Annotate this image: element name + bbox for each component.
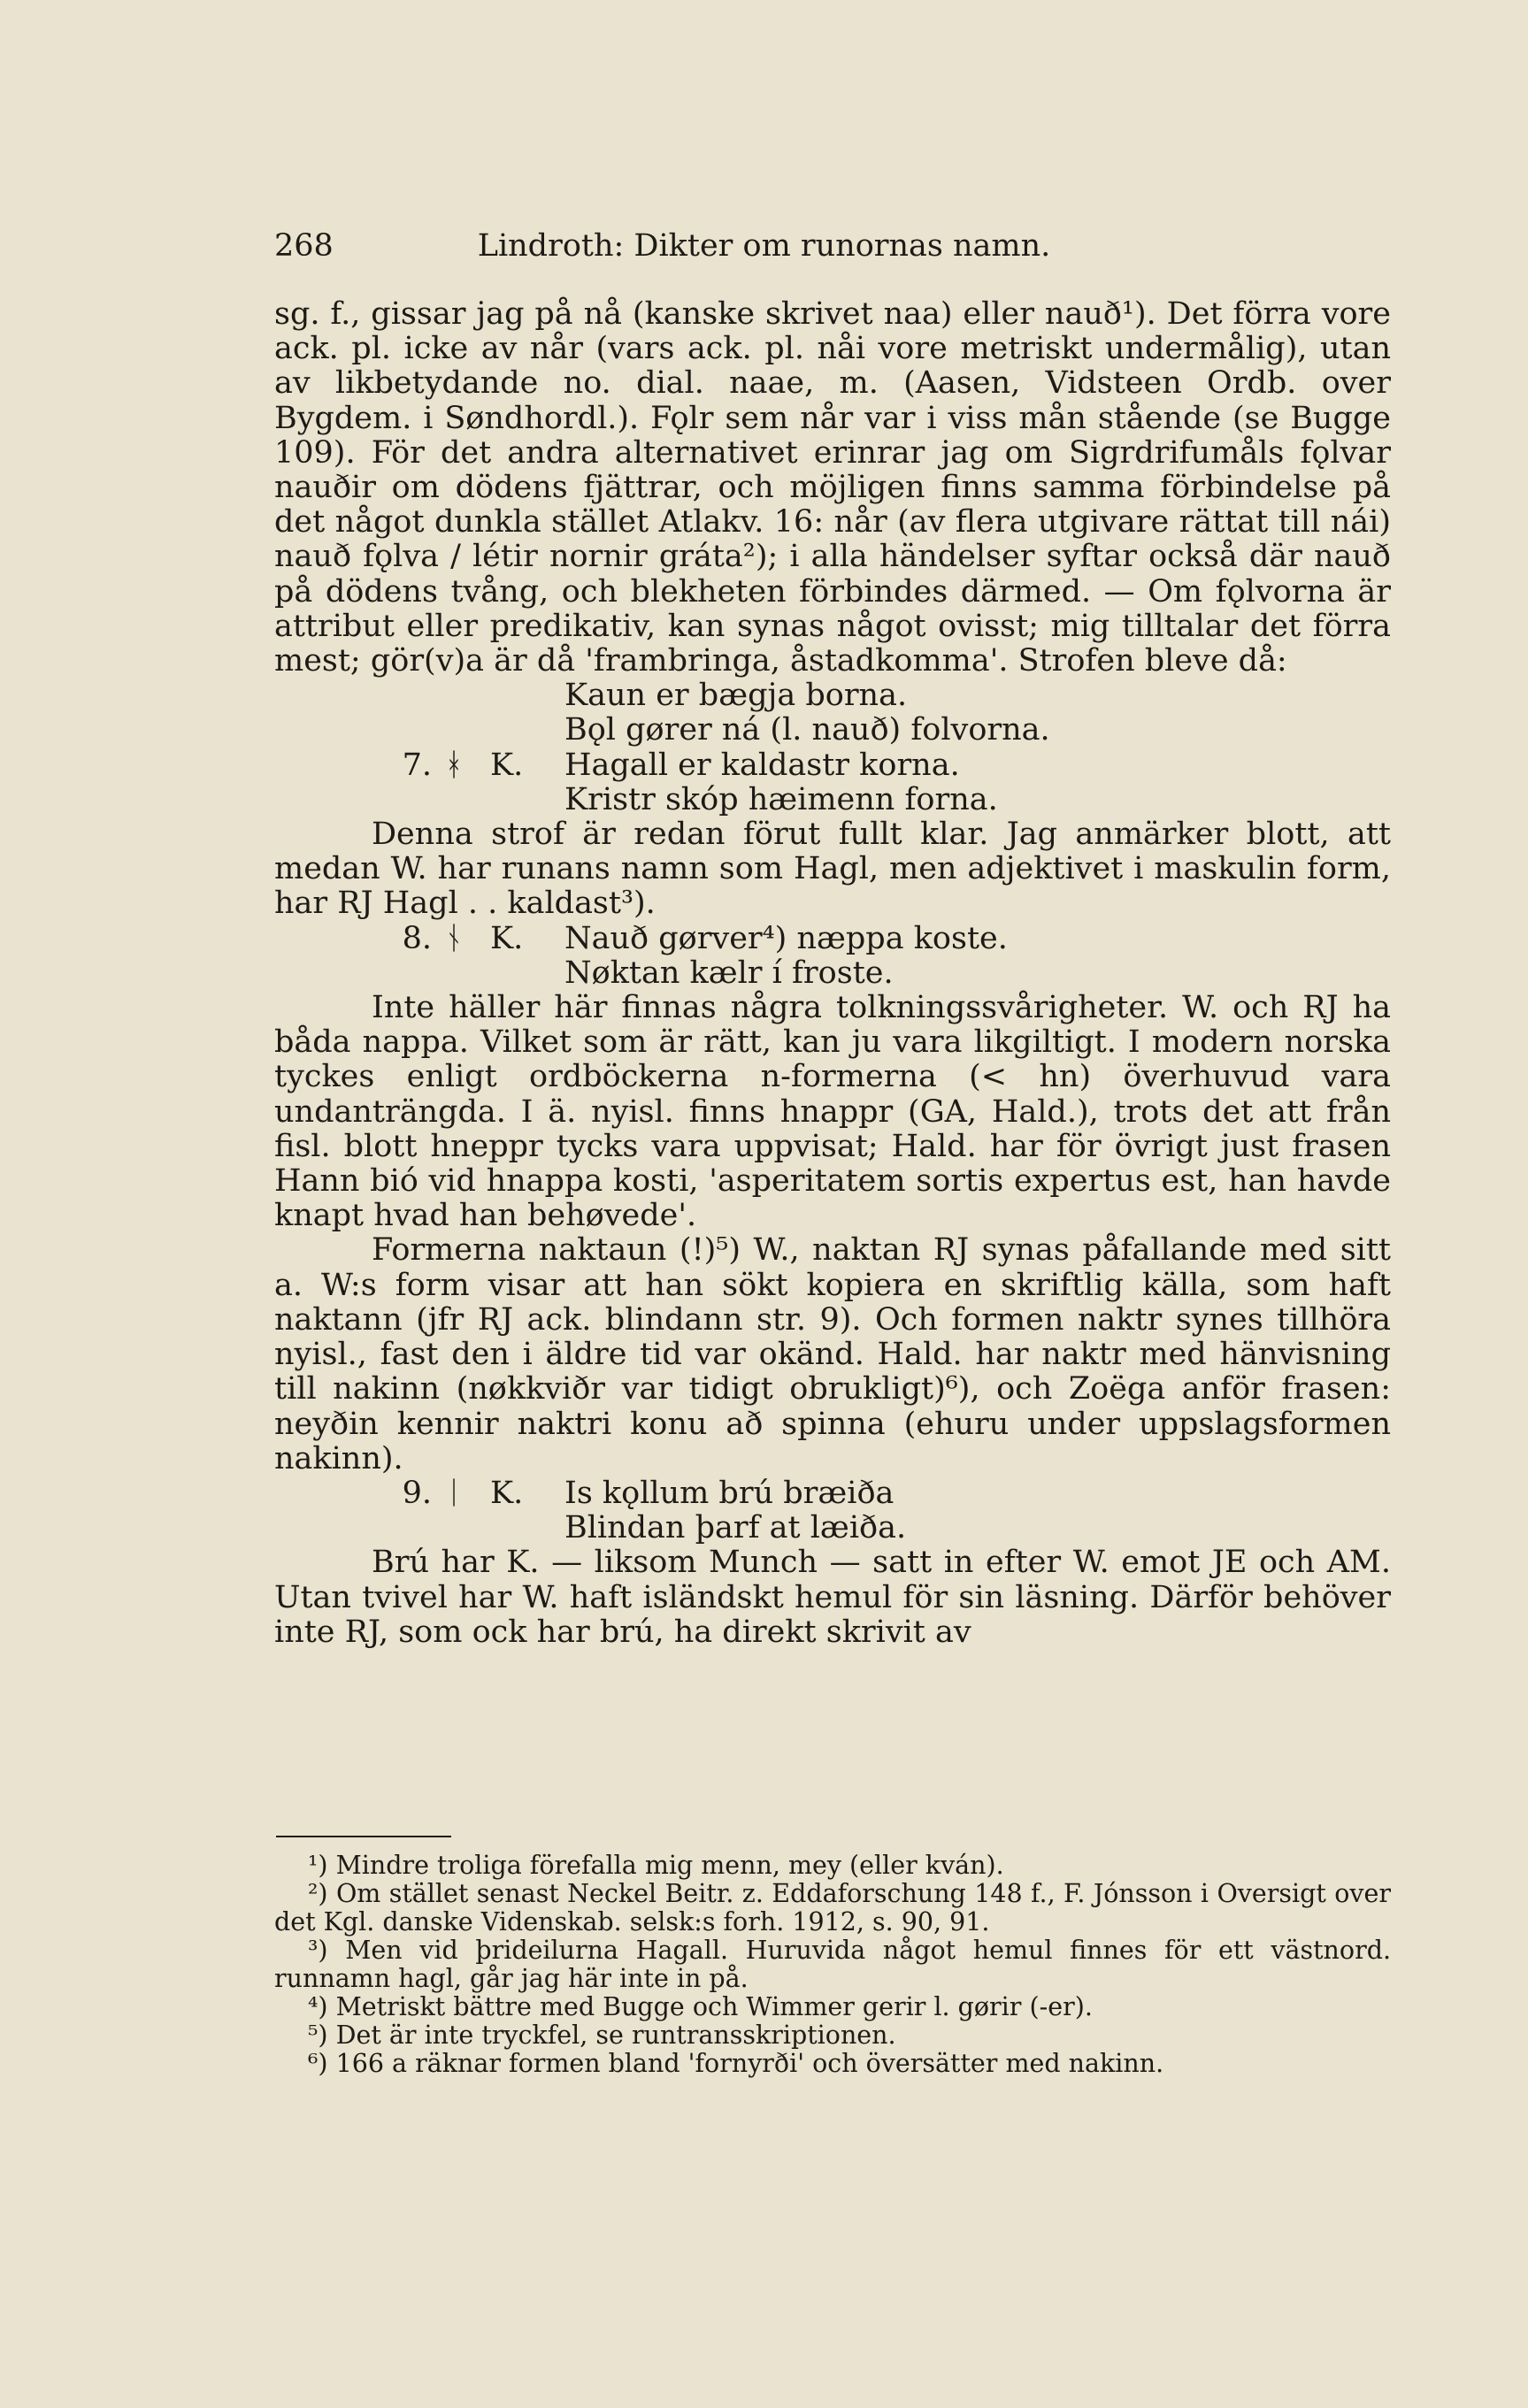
rune-glyph: ᚾ — [444, 920, 464, 956]
paragraph-2: Denna strof är redan förut fullt klar. Jag anmärker blott, att medan W. har runans namn som Hagl, men adjektivet i maskulin form, har RJ Hagl . . kaldast³). — [274, 817, 1391, 922]
running-title: Lindroth: Dikter om runornas namn. — [477, 228, 1051, 264]
page-header — [0, 228, 1528, 267]
footnote-1: ¹) Mindre troliga förefalla mig menn, mey (eller kván). — [308, 1851, 1004, 1880]
footnotes — [274, 1852, 1391, 2078]
verse-line: Blindan þarf at læiða. — [564, 1510, 907, 1546]
rune-glyph: ᛁ — [444, 1475, 464, 1511]
rune-glyph: ᚼ — [444, 747, 464, 783]
stanza-number: 8. ᚾ K. — [402, 920, 524, 956]
main-text — [274, 297, 1391, 1650]
footnote-3: ³) Men vid þrideilurna Hagall. Huruvida något hemul finnes för ett västnord. runnamn hagl, går jag här inte in på. — [274, 1936, 1391, 1993]
paragraph-3: Inte häller här finnas några tolkningssvårigheter. W. och RJ ha båda nappa. Vilket som är rätt, kan ju vara likgiltigt. I modern norska tyckes enligt ordböckerna n-formerna (< hn) överhuvud vara undanträngda. I ä. nyisl. finns hnappr (GA, Hald.), trots det att från fisl. blott hneppr tycks vara uppvisat; Hald. har för övrigt just frasen Hann bió vid hnappa kosti, 'asperitatem sortis expertus est, han havde knapt hvad han behøvede'. — [274, 990, 1391, 1234]
verse-line: Nøktan kælr í froste. — [564, 955, 894, 991]
stanza-8-line-1: 8. ᚾ K. Nauð gørver⁴) næppa koste. — [274, 922, 1391, 956]
footnote-4: ⁴) Metriskt bättre med Bugge och Wimmer gerir l. gørir (-er). — [308, 1992, 1093, 2021]
paragraph-4: Formerna naktaun (!)⁵) W., naktan RJ synas påfallande med sitt a. W:s form visar att han sökt kopiera en skriftlig källa, som haft naktann (jfr RJ ack. blindann str. 9). Och formen naktr synes tillhöra nyisl., fast den i äldre tid var okänd. Hald. har naktr med hänvisning till nakinn (nøkkviðr var tidigt obrukligt)⁶), och Zoëga anför frasen: neyðin kennir naktri konu að spinna (ehuru under uppslagsformen nakinn). — [274, 1232, 1391, 1476]
stanza-9-line-1: 9. ᛁ K. Is kǫllum brú bræiða — [274, 1476, 1391, 1511]
footnote-5: ⁵) Det är inte tryckfel, se runtransskriptionen. — [308, 2021, 896, 2050]
paragraph-1: sg. f., gissar jag på nå (kanske skrivet naa) eller nauð¹). Det förra vore ack. pl. icke av når (vars ack. pl. nåi vore metriskt undermålig), utan av likbetydande no. dial. naae, m. (Aasen, Vidsteen Ordb. over Bygdem. i Søndhordl.). Fǫlr sem når var i viss mån stående (se Bugge 109). För det andra alternativet erinrar jag om Sigrdrifumåls fǫlvar nauðir om dödens fjättrar, och möjligen finns samma förbindelse på det något dunkla stället Atlakv. 16: når (av flera utgivare rättat till nái) nauð fǫlva / létir nornir gráta²); i alla händelser syftar också där nauð på dödens tvång, och blekheten förbindes därmed. — Om fǫlvorna är attribut eller predikativ, kan synas något ovisst; mig tilltalar det förra mest; gör(v)a är då 'frambringa, åstadkomma'. Strofen bleve då: — [274, 296, 1391, 679]
stanza-7-line-1: 7. ᚼ K. Hagall er kaldastr korna. — [274, 748, 1391, 783]
stanza-number: 7. ᚼ K. — [402, 747, 524, 783]
verse-line: Kaun er bægja borna. — [564, 678, 908, 714]
footnote-6: ⁶) 166 a räknar formen bland 'fornyrði' och översätter med nakinn. — [308, 2049, 1164, 2078]
verse-line: Kristr skóp hæimenn forna. — [564, 781, 998, 817]
page-number: 268 — [274, 228, 334, 264]
paragraph-5: Brú har K. — liksom Munch — satt in efter W. emot JE och AM. Utan tvivel har W. haft isländskt hemul för sin läsning. Därför behöver inte RJ, som ock har brú, ha direkt skrivit av — [274, 1545, 1391, 1650]
footnote-2: ²) Om stället senast Neckel Beitr. z. Eddaforschung 148 f., F. Jónsson i Oversigt over det Kgl. danske Videnskab. selsk:s forh. 1912, s. 90, 91. — [274, 1879, 1391, 1936]
footnote-divider — [276, 1836, 451, 1837]
verse-line: Bǫl gører ná (l. nauð) folvorna. — [564, 712, 1050, 748]
stanza-number: 9. ᛁ K. — [402, 1475, 524, 1511]
